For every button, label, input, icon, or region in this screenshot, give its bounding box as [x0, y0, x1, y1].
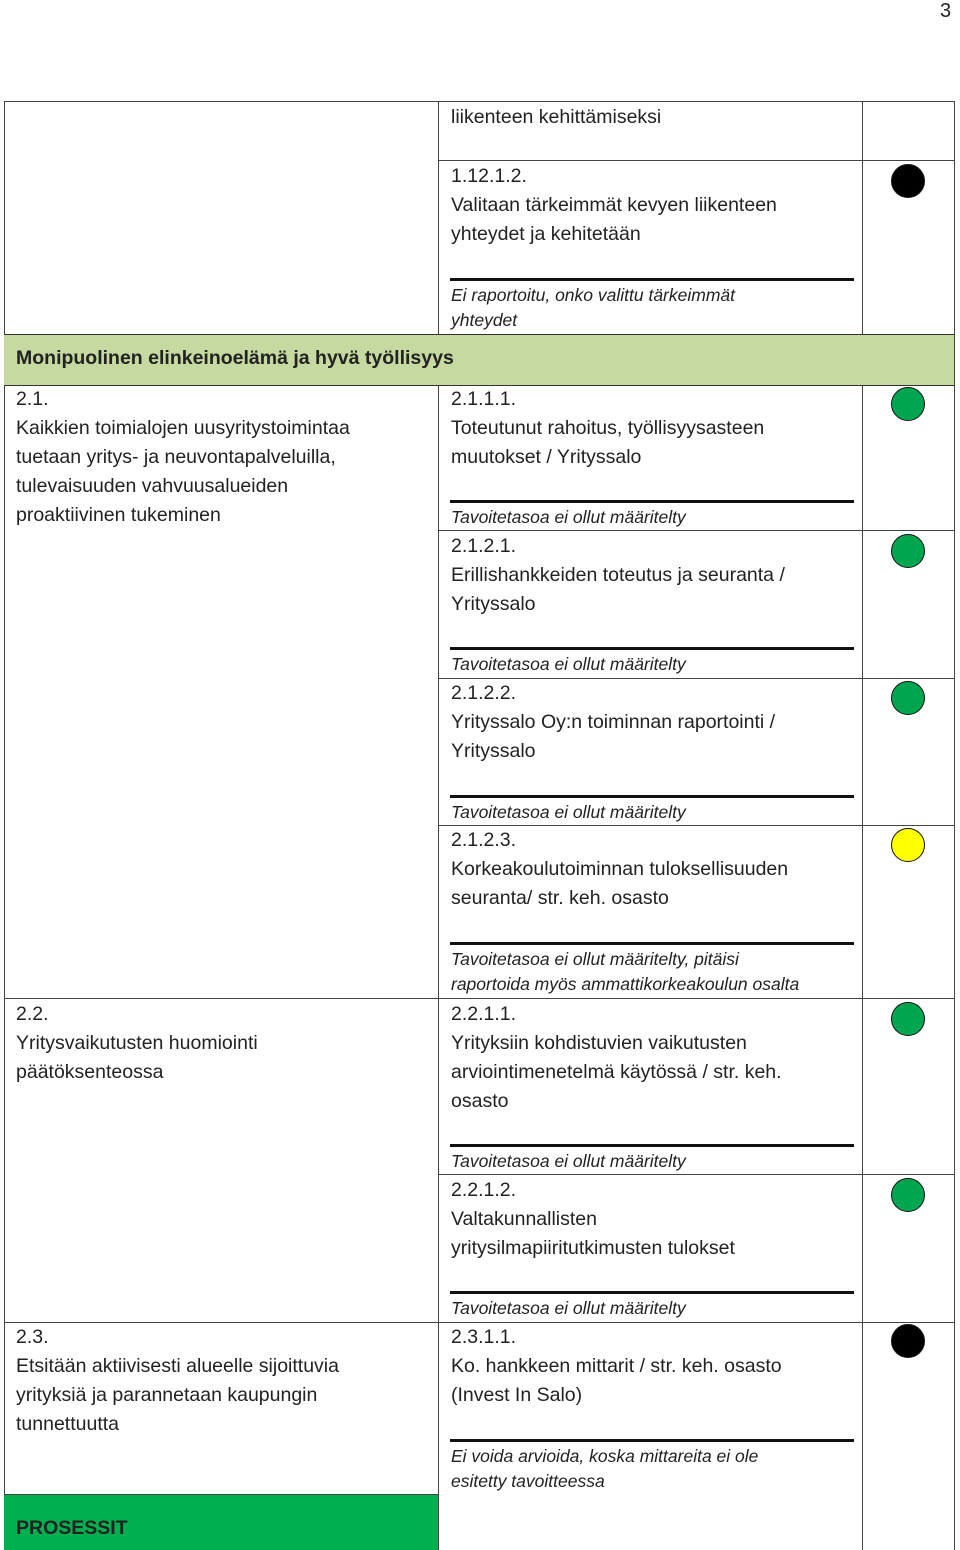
- indicator-text: Korkeakoulutoiminnan tuloksellisuuden seuranta/ str. keh. osasto: [451, 858, 789, 909]
- indicator-divider: [438, 1174, 954, 1175]
- column-divider-1b: [438, 385, 439, 1550]
- indicator-note: Tavoitetasoa ei ollut määritelty: [451, 802, 686, 822]
- note-separator: [450, 795, 854, 798]
- indicator-note: Tavoitetasoa ei ollut määritelty: [451, 1298, 686, 1318]
- note-separator: [450, 942, 854, 945]
- status-light-icon: [891, 164, 925, 198]
- note-separator: [450, 647, 854, 650]
- note-separator: [450, 1291, 854, 1294]
- indicator-note: Tavoitetasoa ei ollut määritelty, pitäisi raportoida myös ammattikorkeakoulun osalta: [451, 949, 800, 994]
- indicator-text: Ko. hankkeen mittarit / str. keh. osasto (Invest In Salo): [451, 1355, 782, 1406]
- status-light-icon: [891, 1178, 925, 1212]
- indicator-text: Toteutunut rahoitus, työllisyysasteen muutokset / Yrityssalo: [451, 417, 765, 468]
- indicator-divider: [438, 530, 954, 531]
- column-divider-2: [862, 101, 863, 334]
- goal-code: 2.1.: [16, 388, 49, 410]
- note-separator: [450, 1144, 854, 1147]
- goal-text: Etsitään aktiivisesti alueelle sijoittuvia yrityksiä ja parannetaan kaupungin tunnettuutta: [16, 1355, 339, 1435]
- indicator-code: 2.1.1.1.: [451, 388, 517, 410]
- indicator-text: Valitaan tärkeimmät kevyen liikenteen yhteydet ja kehitetään: [451, 194, 777, 245]
- goal-text: Kaikkien toimialojen uusyritystoimintaa tuetaan yritys- ja neuvontapalveluilla, tulevaisuuden vahvuusalueiden proaktiivinen tukeminen: [16, 417, 350, 526]
- status-light-icon: [891, 681, 925, 715]
- indicator-text: Valtakunnallisten yritysilmapiiritutkimusten tulokset: [451, 1208, 735, 1259]
- indicator-text: Yrityksiin kohdistuvien vaikutusten arviointimenetelmä käytössä / str. keh. osasto: [451, 1032, 782, 1112]
- goal-divider-1: [4, 998, 438, 999]
- goal-code: 2.2.: [16, 1003, 49, 1025]
- table-top-border: [4, 101, 954, 102]
- status-light-icon: [891, 1324, 925, 1358]
- status-light-icon: [891, 1002, 925, 1036]
- goal-code: 2.3.: [16, 1326, 49, 1348]
- indicator-text: Erillishankkeiden toteutus ja seuranta / Yrityssalo: [451, 564, 785, 615]
- status-light-icon: [891, 387, 925, 421]
- indicator-code: 1.12.1.2.: [451, 165, 527, 187]
- note-separator: [450, 1439, 854, 1442]
- indicator-code: 2.1.2.3.: [451, 829, 517, 851]
- indicator-note: Ei raportoitu, onko valittu tärkeimmät yhteydet: [451, 285, 736, 330]
- continuation-text: liikenteen kehittämiseksi: [451, 106, 662, 128]
- column-divider-1: [438, 101, 439, 334]
- status-light-icon: [891, 534, 925, 568]
- note-separator: [450, 500, 854, 503]
- indicator-code: 2.1.2.1.: [451, 535, 517, 557]
- footer-band: [4, 1495, 438, 1550]
- indicator-divider: [438, 998, 954, 999]
- table-right-border: [954, 101, 955, 1550]
- indicator-code: 2.2.1.2.: [451, 1179, 517, 1201]
- goal-divider-2: [4, 1322, 438, 1323]
- indicator-note: Tavoitetasoa ei ollut määritelty: [451, 1151, 686, 1171]
- section-band: [4, 334, 954, 386]
- goal-text: Yritysvaikutusten huomiointi päätöksenteossa: [16, 1032, 258, 1083]
- indicator-note: Tavoitetasoa ei ollut määritelty: [451, 507, 686, 527]
- footer-title: PROSESSIT: [16, 1517, 128, 1539]
- indicator-code: 2.2.1.1.: [451, 1003, 517, 1025]
- indicator-note: Tavoitetasoa ei ollut määritelty: [451, 654, 686, 674]
- table-left-border: [4, 101, 5, 1550]
- row-divider-top: [438, 160, 954, 161]
- page-number: 3: [940, 0, 952, 22]
- indicator-note: Ei voida arvioida, koska mittareita ei ole esitetty tavoitteessa: [451, 1446, 759, 1491]
- indicator-code: 2.3.1.1.: [451, 1326, 517, 1348]
- indicator-code: 2.1.2.2.: [451, 682, 517, 704]
- status-light-icon: [891, 828, 925, 862]
- note-separator: [450, 278, 854, 281]
- indicator-text: Yrityssalo Oy:n toiminnan raportointi / Yrityssalo: [451, 711, 776, 762]
- section-title: Monipuolinen elinkeinoelämä ja hyvä työllisyys: [16, 347, 454, 369]
- column-divider-2b: [862, 385, 863, 1550]
